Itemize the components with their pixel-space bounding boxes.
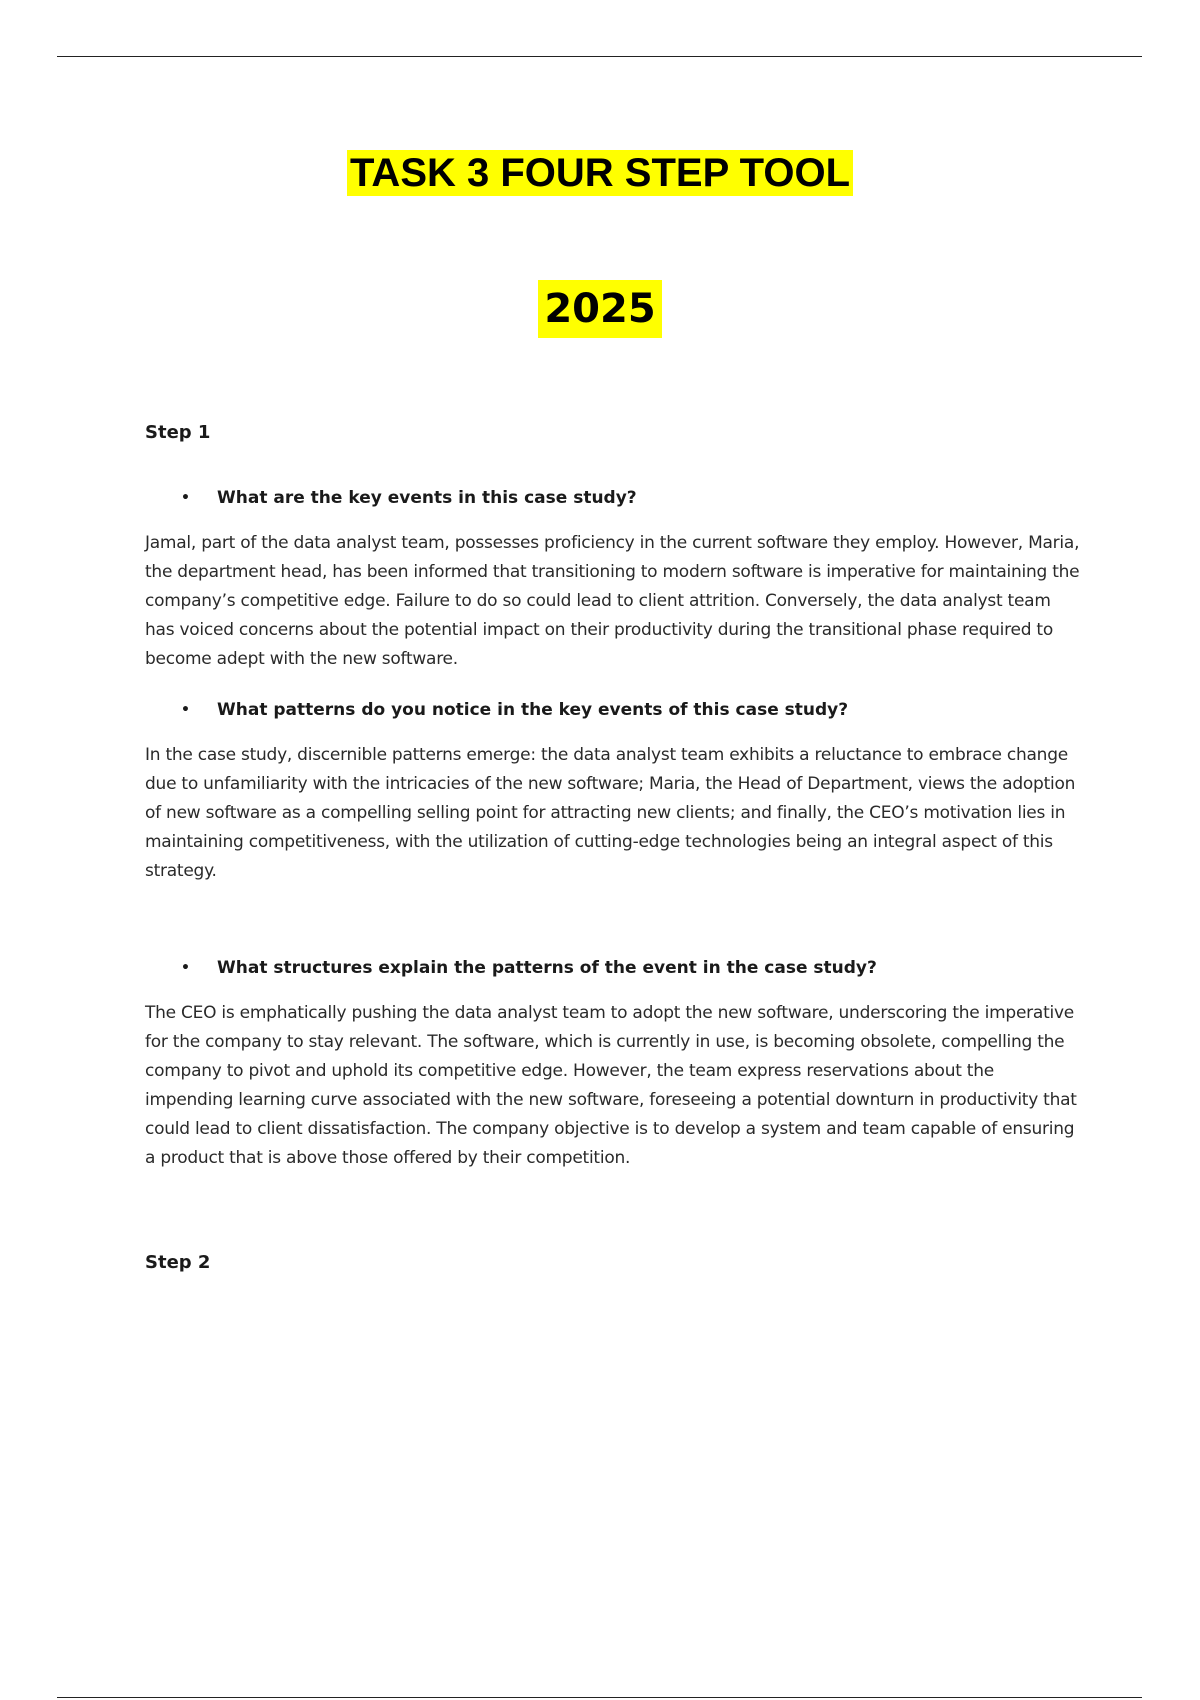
document-title: TASK 3 FOUR STEP TOOL — [347, 150, 853, 196]
answer-2-paragraph: In the case study, discernible patterns emerge: the data analyst team exhibits a reluctance to embrace change due to unfamiliarity with the intricacies of the new software; Maria, the Head of Department, views the adoption of new software as a compelling selling point for attracting new clients; and finally, the CEO’s motivation lies in maintaining competitiveness, with the utilization of cutting-edge technologies being an integral aspect of this strategy. — [145, 745, 1076, 881]
question-1-text: What are the key events in this case study? — [217, 488, 637, 508]
bullet-2: • — [181, 702, 190, 718]
document-year: 2025 — [538, 280, 661, 338]
header-rule — [57, 56, 1142, 57]
question-1 — [181, 486, 637, 510]
question-3-text: What structures explain the patterns of the event in the case study? — [217, 958, 877, 978]
question-2 — [181, 698, 848, 722]
question-3 — [181, 956, 877, 980]
step-2-heading: Step 2 — [145, 1252, 211, 1273]
bullet-3: • — [181, 960, 190, 976]
title-block — [0, 150, 1200, 196]
step-1-heading: Step 1 — [145, 422, 211, 443]
question-2-text: What patterns do you notice in the key events of this case study? — [217, 700, 849, 720]
footer-rule — [57, 1697, 1142, 1698]
answer-1-paragraph: Jamal, part of the data analyst team, possesses proficiency in the current software they employ. However, Maria, the department head, has been informed that transitioning to modern software is imperative for maintaining the company’s competitive edge. Failure to do so could lead to client attrition. Conversely, the data analyst team has voiced concerns about the potential impact on their productivity during the transitional phase required to become adept with the new software. — [145, 533, 1080, 669]
answer-3-paragraph: The CEO is emphatically pushing the data analyst team to adopt the new software, underscoring the imperative for the company to stay relevant. The software, which is currently in use, is becoming obsolete, compelling the company to pivot and uphold its competitive edge. However, the team express reservations about the impending learning curve associated with the new software, foreseeing a potential downturn in productivity that could lead to client dissatisfaction. The company objective is to develop a system and team capable of ensuring a product that is above those offered by their competition. — [145, 1003, 1077, 1168]
bullet-1: • — [181, 490, 190, 506]
year-block — [0, 280, 1200, 338]
